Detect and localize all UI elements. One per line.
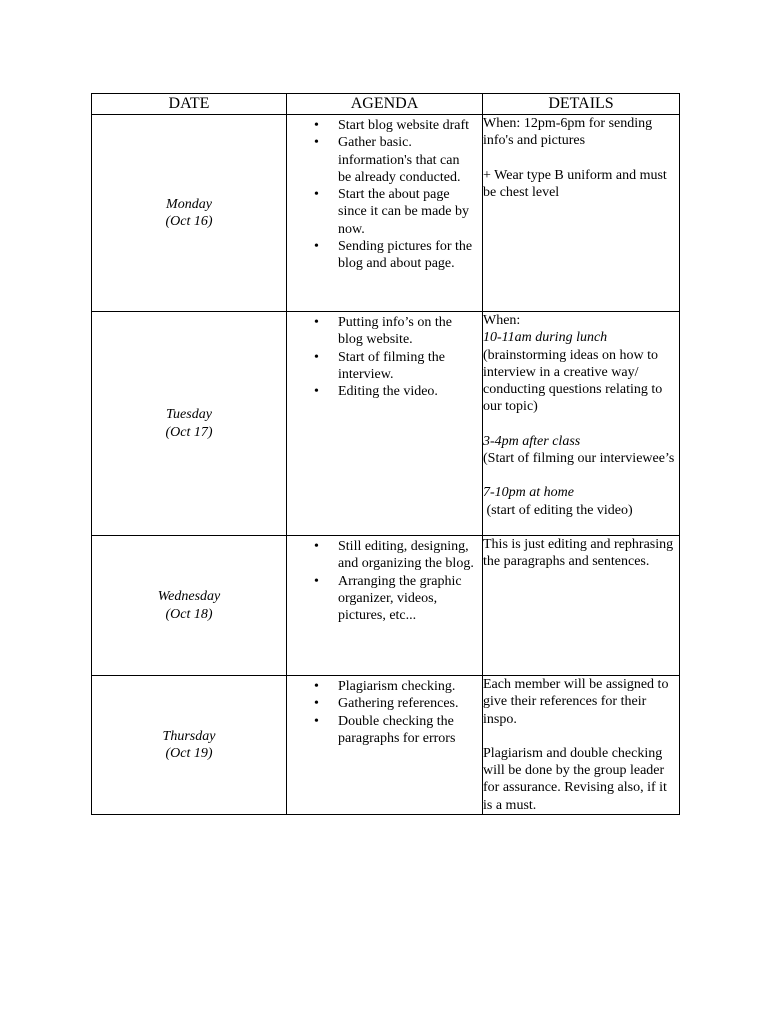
agenda-list [287,538,482,624]
day-date: (Oct 19) [165,746,213,762]
date-header: DATE [92,94,287,115]
time-slot: 3-4pm after class [483,433,581,449]
agenda-item: • Double checking the paragraphs for errors [338,713,476,748]
agenda-list [287,117,482,273]
day-name: Thursday [162,728,216,744]
details-paragraph: Each member will be assigned to give their references for their inspo. [483,677,669,727]
time-slot: 7-10pm at home [483,485,574,501]
date-cell [92,536,287,676]
time-slot-description: (brainstorming ideas on how to interview in a creative way/ conducting questions relating to our topic) [483,347,663,415]
time-slot-description: (Start of filming our interviewee’s [483,451,675,467]
agenda-item: • Gathering references. [338,695,476,712]
details-when: When: [483,313,521,328]
table-row [92,115,680,312]
details-cell [483,312,680,536]
agenda-item: • Still editing, designing, and organizing the blog. [338,538,476,573]
agenda-cell [287,312,483,536]
agenda-item: • Arranging the graphic organizer, videos, pictures, etc... [338,573,476,625]
date-cell [92,312,287,536]
date-cell [92,676,287,815]
header-row [92,94,680,115]
agenda-item: • Start of filming the interview. [338,349,476,384]
agenda-header: AGENDA [287,94,483,115]
details-cell [483,115,680,312]
agenda-item: • Editing the video. [338,383,476,400]
agenda-item: • Start blog website draft [338,117,476,134]
day-name: Monday [166,196,212,212]
details-paragraph: Plagiarism and double checking will be done by the group leader for assurance. Revising also, if it is a must. [483,745,667,813]
agenda-cell [287,676,483,815]
day-date: (Oct 17) [165,424,213,440]
table-row [92,536,680,676]
agenda-item: • Gather basic. information's that can be already conducted. [338,134,476,186]
day-name: Tuesday [166,407,212,423]
time-slot-description: (start of editing the video) [483,502,633,518]
agenda-cell [287,115,483,312]
day-date: (Oct 18) [165,606,213,622]
details-cell [483,676,680,815]
agenda-item: • Start the about page since it can be made by now. [338,186,476,238]
schedule-table [91,93,680,815]
table-row [92,676,680,815]
details-text: This is just editing and rephrasing the paragraphs and sentences. [483,537,674,570]
details-cell [483,536,680,676]
details-note: + Wear type B uniform and must be chest level [483,167,667,200]
agenda-list [287,314,482,400]
agenda-item: • Putting info’s on the blog website. [338,314,476,349]
details-header: DETAILS [483,94,680,115]
table-row [92,312,680,536]
date-cell [92,115,287,312]
agenda-item: • Plagiarism checking. [338,678,476,695]
agenda-cell [287,536,483,676]
details-when: When: 12pm-6pm for sending info's and pictures [483,116,653,149]
day-date: (Oct 16) [165,214,213,229]
agenda-item: • Sending pictures for the blog and about page. [338,238,476,273]
agenda-list [287,678,482,747]
day-name: Wednesday [157,589,221,605]
time-slot: 10-11am during lunch [483,330,608,346]
